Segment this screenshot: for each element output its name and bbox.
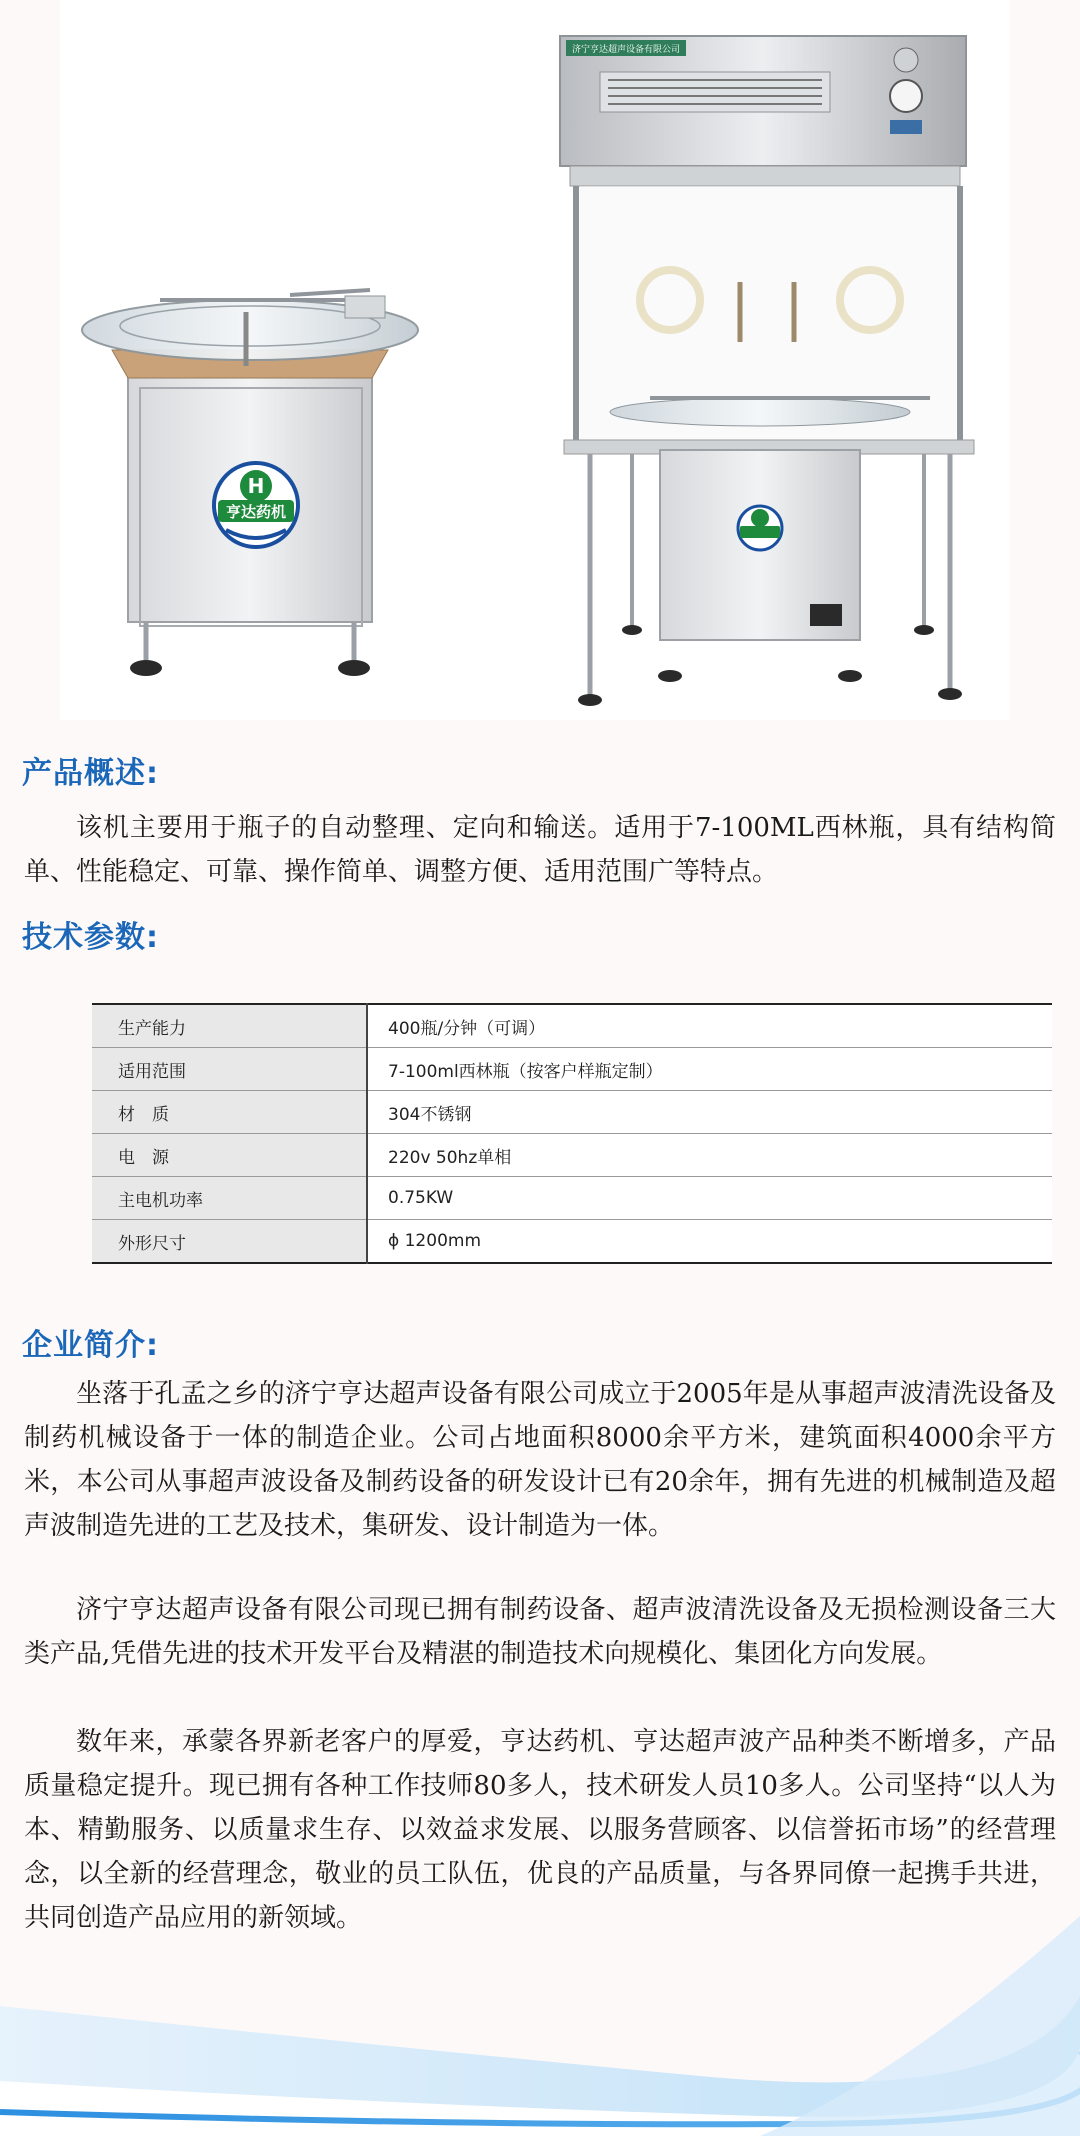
- spec-label: 主电机功率: [92, 1177, 367, 1220]
- footer-wave: [0, 1876, 1080, 2136]
- spec-value: ϕ 1200mm: [367, 1220, 1052, 1264]
- table-row: [92, 1177, 1052, 1220]
- svg-text:济宁亨达超声设备有限公司: 济宁亨达超声设备有限公司: [571, 45, 681, 55]
- svg-text:H: H: [247, 474, 265, 498]
- svg-text:亨达药机: 亨达药机: [225, 503, 287, 521]
- brand-logo: [214, 463, 298, 547]
- rotary-table-machine: [82, 290, 418, 676]
- overview-text: 该机主要用于瓶子的自动整理、定向和输送。适用于7-100ML西林瓶，具有结构简单、性能稳定、可靠、操作简单、调整方便、适用范围广等特点。: [24, 813, 1056, 887]
- table-row: [92, 1220, 1052, 1264]
- specs-title: 技术参数:: [22, 920, 159, 955]
- company-paragraph-3: 数年来，承蒙各界新老客户的厚爱，亨达药机、亨达超声波产品种类不断增多，产品质量稳定提升。现已拥有各种工作技师80多人，技术研发人员10多人。公司坚持“以人为本、精勤服务、以质量求生存、以效益求发展、以服务营顾客、以信誉拓市场”的经营理念，以全新的经营理念，敬业的员工队伍，优良的产品质量，与各界同僚一起携手共进，共同创造产品应用的新领域。: [24, 1727, 1056, 1933]
- company-paragraph-2: 济宁亨达超声设备有限公司现已拥有制药设备、超声波清洗设备及无损检测设备三大类产品,凭借先进的技术开发平台及精湛的制造技术向规模化、集团化方向发展。: [24, 1595, 1056, 1669]
- table-row: [92, 1048, 1052, 1091]
- spec-label: 外形尺寸: [92, 1220, 367, 1264]
- company-paragraph-1: 坐落于孔孟之乡的济宁亨达超声设备有限公司成立于2005年是从事超声波清洗设备及制药机械设备于一体的制造企业。公司占地面积8000余平方米，建筑面积4000余平方米，本公司从事超声波设备及制药设备的研发设计已有20余年，拥有先进的机械制造及超声波制造先进的工艺及技术，集研发、设计制造为一体。: [24, 1379, 1056, 1541]
- spec-label: 材 质: [92, 1091, 367, 1134]
- spec-label: 电 源: [92, 1134, 367, 1177]
- product-image: [60, 0, 1010, 720]
- spec-label: 适用范围: [92, 1048, 367, 1091]
- spec-value: 7-100ml西林瓶（按客户样瓶定制）: [367, 1048, 1052, 1091]
- spec-value: 0.75KW: [367, 1177, 1052, 1220]
- spec-value: 304不锈钢: [367, 1091, 1052, 1134]
- spec-label: 生产能力: [92, 1004, 367, 1048]
- table-row: [92, 1091, 1052, 1134]
- laminar-hood-machine: [560, 36, 974, 706]
- table-row: [92, 1134, 1052, 1177]
- spec-table: [92, 1003, 1052, 1264]
- spec-value: 220v 50hz单相: [367, 1134, 1052, 1177]
- overview-title: 产品概述:: [22, 756, 159, 791]
- spec-value: 400瓶/分钟（可调）: [367, 1004, 1052, 1048]
- company-title: 企业简介:: [22, 1328, 159, 1363]
- table-row: [92, 1004, 1052, 1048]
